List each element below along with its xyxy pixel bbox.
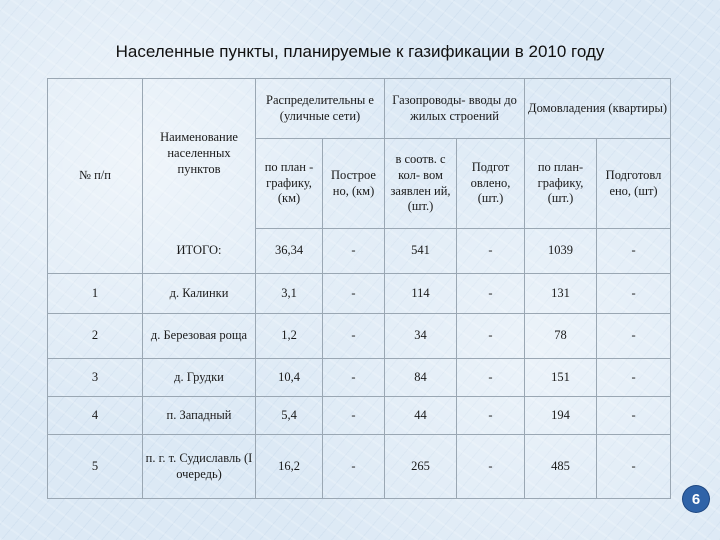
header-house-prepared: Подготовл ено, (шт) (597, 139, 671, 229)
header-distribution: Распределительны е (уличные сети) (256, 79, 385, 139)
header-gas-inputs: Газопроводы- вводы до жилых строений (385, 79, 525, 139)
header-households: Домовладения (квартиры) (525, 79, 671, 139)
total-dist-plan: 36,34 (256, 229, 323, 274)
row-gas-applied: 265 (385, 435, 457, 499)
row-dist-plan: 3,1 (256, 274, 323, 314)
gasification-table (47, 78, 671, 499)
header-gas-applied: в соотв. с кол- вом заявлен ий, (шт.) (385, 139, 457, 229)
row-name: д. Калинки (143, 274, 256, 314)
row-gas-applied: 44 (385, 397, 457, 435)
total-label: ИТОГО: (143, 229, 256, 274)
header-dist-plan: по план - графику, (км) (256, 139, 323, 229)
row-house-plan: 78 (525, 314, 597, 359)
total-gas-applied: 541 (385, 229, 457, 274)
row-house-plan: 485 (525, 435, 597, 499)
row-dist-built: - (323, 359, 385, 397)
row-num: 2 (48, 314, 143, 359)
table-row (48, 359, 671, 397)
table-row (48, 397, 671, 435)
row-dist-plan: 5,4 (256, 397, 323, 435)
row-house-plan: 151 (525, 359, 597, 397)
row-gas-prepared: - (457, 397, 525, 435)
row-num: 1 (48, 274, 143, 314)
row-gas-prepared: - (457, 435, 525, 499)
row-dist-plan: 16,2 (256, 435, 323, 499)
table-row (48, 314, 671, 359)
row-gas-applied: 114 (385, 274, 457, 314)
header-name: Наименование населенных пунктов (143, 79, 256, 229)
row-name: п. г. т. Судиславль (I очередь) (143, 435, 256, 499)
row-name: д. Березовая роща (143, 314, 256, 359)
row-name: д. Грудки (143, 359, 256, 397)
row-house-prepared: - (597, 359, 671, 397)
row-dist-built: - (323, 397, 385, 435)
total-house-plan: 1039 (525, 229, 597, 274)
row-dist-built: - (323, 314, 385, 359)
row-gas-prepared: - (457, 314, 525, 359)
header-gas-prepared: Подгот овлено, (шт.) (457, 139, 525, 229)
total-gas-prepared: - (457, 229, 525, 274)
row-house-prepared: - (597, 314, 671, 359)
header-house-plan: по план- графику, (шт.) (525, 139, 597, 229)
row-num: 4 (48, 397, 143, 435)
table-row (48, 435, 671, 499)
row-dist-plan: 10,4 (256, 359, 323, 397)
row-gas-prepared: - (457, 359, 525, 397)
header-dist-built: Построе но, (км) (323, 139, 385, 229)
row-dist-built: - (323, 435, 385, 499)
row-house-plan: 194 (525, 397, 597, 435)
row-house-prepared: - (597, 274, 671, 314)
row-house-prepared: - (597, 397, 671, 435)
total-dist-built: - (323, 229, 385, 274)
row-num: 5 (48, 435, 143, 499)
total-house-prepared: - (597, 229, 671, 274)
row-dist-built: - (323, 274, 385, 314)
table-row (48, 274, 671, 314)
row-house-plan: 131 (525, 274, 597, 314)
row-dist-plan: 1,2 (256, 314, 323, 359)
page-number-badge: 6 (683, 486, 709, 512)
row-gas-applied: 34 (385, 314, 457, 359)
header-num: № п/п (48, 79, 143, 274)
row-gas-applied: 84 (385, 359, 457, 397)
row-name: п. Западный (143, 397, 256, 435)
row-house-prepared: - (597, 435, 671, 499)
page-title: Населенные пункты, планируемые к газификации в 2010 году (115, 42, 605, 61)
row-gas-prepared: - (457, 274, 525, 314)
row-num: 3 (48, 359, 143, 397)
